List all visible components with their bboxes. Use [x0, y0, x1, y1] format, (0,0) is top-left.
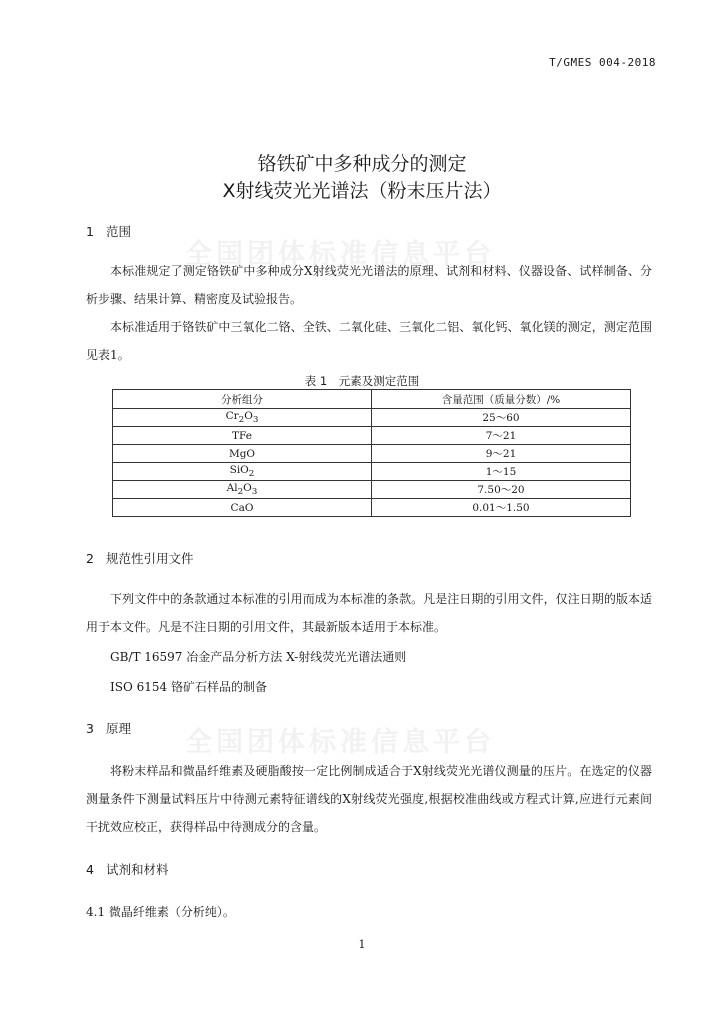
- table-row: [113, 499, 631, 517]
- table-cell: MgO: [113, 445, 372, 463]
- table-cell: 7～21: [372, 427, 631, 445]
- table-cell: CaO: [113, 499, 372, 517]
- section-heading: [86, 719, 131, 737]
- page-number: 1: [358, 938, 366, 951]
- table-row: [113, 409, 631, 427]
- table-cell: TFe: [113, 427, 372, 445]
- section-heading: [86, 860, 169, 878]
- section-title: 规范性引用文件: [106, 551, 194, 566]
- table-header-row: [113, 390, 631, 409]
- paragraph: 将粉末样品和微晶纤维素及硬脂酸按一定比例制成适合于X射线荧光光谱仪测量的压片。在选定的仪器测量条件下测量试料压片中待测元素特征谱线的X射线荧光强度,根据校准曲线或方程式计算,应进行元素间干扰效应校正，获得样品中待测成分的含量。: [86, 764, 652, 834]
- reference-item: GB/T 16597 冶金产品分析方法 X-射线荧光光谱法通则: [110, 650, 407, 664]
- reference-item: ISO 6154 铬矿石样品的制备: [110, 680, 267, 694]
- section-title: 原理: [106, 721, 132, 736]
- watermark: 全国团体标准信息平台: [185, 727, 495, 758]
- paragraph: 下列文件中的条款通过本标准的引用而成为本标准的条款。凡是注日期的引用文件，仅注日期的版本适用于本文件。凡是不注日期的引用文件，其最新版本适用于本标准。: [86, 592, 652, 634]
- table-header-cell: 分析组分: [113, 390, 372, 409]
- section-title: 试剂和材料: [106, 862, 169, 877]
- table-row: [113, 427, 631, 445]
- section-heading: [86, 549, 194, 567]
- table-cell: $Cr_2O_3$: [113, 409, 372, 427]
- table-cell: 25～60: [372, 409, 631, 427]
- table-header-cell: 含量范围（质量分数）/%: [372, 390, 631, 409]
- table-cell: 0.01～1.50: [372, 499, 631, 517]
- table-cell: 9～21: [372, 445, 631, 463]
- document-title: 铬铁矿中多种成分的测定: [257, 153, 467, 175]
- section-number: 1: [86, 224, 94, 239]
- section-number: 3: [86, 721, 94, 736]
- range-table: [112, 389, 631, 517]
- table-caption: 表 1 元素及测定范围: [304, 374, 420, 388]
- subclause: 4.1 微晶纤维素（分析纯）。: [86, 905, 235, 919]
- paragraph: 本标准规定了测定铬铁矿中多种成分X射线荧光光谱法的原理、试剂和材料、仪器设备、试样制备、分析步骤、结果计算、精密度及试验报告。: [86, 264, 652, 306]
- document-code: T/GMES 004-2018: [549, 56, 656, 69]
- section-heading: [86, 222, 131, 240]
- table-cell: 1～15: [372, 463, 631, 481]
- document-subtitle: X射线荧光光谱法（粉末压片法）: [222, 180, 502, 202]
- table-row: [113, 481, 631, 499]
- paragraph: 本标准适用于铬铁矿中三氧化二铬、全铁、二氧化硅、三氧化二铝、氧化钙、氧化镁的测定，测定范围见表1。: [86, 320, 652, 362]
- watermark: 全国团体标准信息平台: [185, 239, 495, 270]
- section-number: 2: [86, 551, 94, 566]
- section-number: 4: [86, 862, 94, 877]
- table-cell: $Al_2O_3$: [113, 481, 372, 499]
- section-title: 范围: [106, 224, 132, 239]
- table-row: [113, 463, 631, 481]
- table-cell: SiO$_2$: [113, 463, 372, 481]
- table-cell: 7.50～20: [372, 481, 631, 499]
- table-row: [113, 445, 631, 463]
